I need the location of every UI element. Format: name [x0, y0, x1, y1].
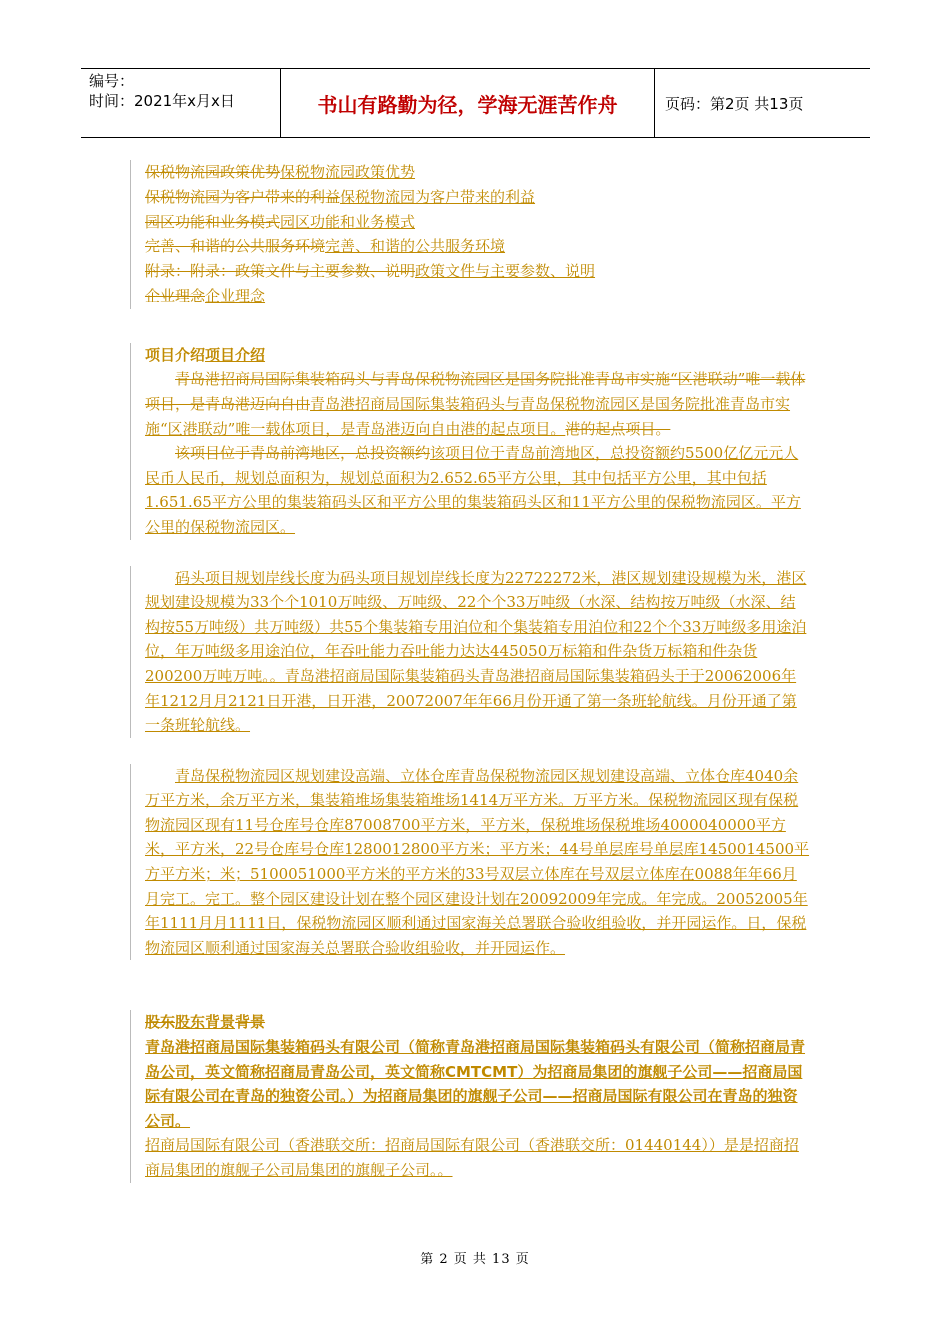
toc-item[interactable]: 园区功能和业务模式园区功能和业务模式 [145, 212, 416, 231]
intro-paragraph-1: 青岛港招商局国际集装箱码头与青岛保税物流园区是国务院批准青岛市实施“区港联动”唯一载体项目，是青岛港迈向自由青岛港招商局国际集装箱码头与青岛保税物流园区是国务院批准青岛市实施“区港联动”唯一载体项目，是青岛港迈向自由港的起点项目。港的起点项目。 [145, 370, 806, 438]
intro-paragraph-2: 该项目位于青岛前湾地区，总投资额约该项目位于青岛前湾地区，总投资额约5500亿亿元元人民币人民币，规划总面积为，规划总面积为2.652.65平方公里，其中包括平方公里，其中包括1.651.65平方公里的集装箱码头区和平方公里的集装箱码头区和11平方公里的保税物流园区。平方公里的保税物流园区。 [145, 444, 801, 536]
shareholder-block [130, 1010, 810, 1182]
intro-block [130, 343, 810, 540]
shareholder-bold-paragraph: 青岛港招商局国际集装箱码头有限公司（简称青岛港招商局国际集装箱码头有限公司（简称招商局青岛公司，英文简称招商局青岛公司，英文简称CMTCMT）为招商局集团的旗舰子公司——招商局国际有限公司在青岛的独资公司。）为招商局集团的旗舰子公司——招商局国际有限公司在青岛的独资公司。 [145, 1038, 806, 1130]
toc-item[interactable]: 企业理念企业理念 [145, 286, 266, 305]
page-footer: 第 2 页 共 13 页 [420, 1252, 530, 1267]
time-label: 时间：2021年x月x日 [89, 92, 235, 110]
intro-title: 项目介绍项目介绍 [145, 345, 266, 364]
page-header [81, 68, 870, 138]
park-paragraph: 青岛保税物流园区规划建设高端、立体仓库青岛保税物流园区规划建设高端、立体仓库4040余万平方米，余万平方米，集装箱堆场集装箱堆场1414万平方米。万平方米。保税物流园区现有保税物流园区现有11号仓库号仓库87008700平方米，平方米，保税堆场保税堆场4000040000平方米，平方米，22号仓库号仓库1280012800平方米；平方米；44号单层库号单层库1450014500平方平方米；米；5100051000平方米的平方米的33号双层立体库在号双层立体库在0088年年66月月完工。完工。整个园区建设计划在整个园区建设计划在20092009年完成。年完成。20052005年年1111月月1111日，保税物流园区顺利通过国家海关总署联合验收组验收，并开园运作。日，保税物流园区顺利通过国家海关总署联合验收组验收，并开园运作。 [145, 766, 810, 957]
document-body [130, 160, 810, 1201]
number-label: 编号： [89, 72, 135, 90]
dock-paragraph: 码头项目规划岸线长度为码头项目规划岸线长度为22722272米，港区规划建设规模为米，港区规划建设规模为33个个1010万吨级、万吨级、22个个33万吨级（水深、结构按万吨级（水深、结构按55万吨级）共万吨级）共55个集装箱专用泊位和个集装箱专用泊位和22个个33万吨级多用途泊位，年万吨级多用途泊位，年吞吐能力吞吐能力达达445050万标箱和件杂货万标箱和件杂货200200万吨万吨。。青岛港招商局国际集装箱码头青岛港招商局国际集装箱码头于于20062006年年1212月月2121日开港，日开港，20072007年年66月份开通了第一条班轮航线。月份开通了第一条班轮航线。 [145, 568, 807, 735]
header-page-label: 页码：第2页 共13页 [665, 94, 804, 113]
toc-item[interactable]: 附录：附录：政策文件与主要参数、说明政策文件与主要参数、说明 [145, 262, 596, 281]
header-meta [81, 69, 281, 137]
shareholder-paragraph: 招商局国际有限公司（香港联交所：招商局国际有限公司（香港联交所：01440144））是是招商招商局集团的旗舰子公司局集团的旗舰子公司。。 [145, 1136, 799, 1179]
toc-item[interactable]: 保税物流园为客户带来的利益保税物流园为客户带来的利益 [145, 187, 536, 206]
toc-block [130, 160, 810, 309]
toc-item[interactable]: 完善、和谐的公共服务环境完善、和谐的公共服务环境 [145, 237, 506, 256]
dock-block [130, 566, 810, 738]
park-block [130, 764, 810, 961]
header-motto: 书山有路勤为径，学海无涯苦作舟 [281, 69, 655, 137]
toc-item[interactable]: 保税物流园政策优势保税物流园政策优势 [145, 163, 416, 181]
shareholder-title: 股东股东背景背景 [145, 1013, 266, 1032]
